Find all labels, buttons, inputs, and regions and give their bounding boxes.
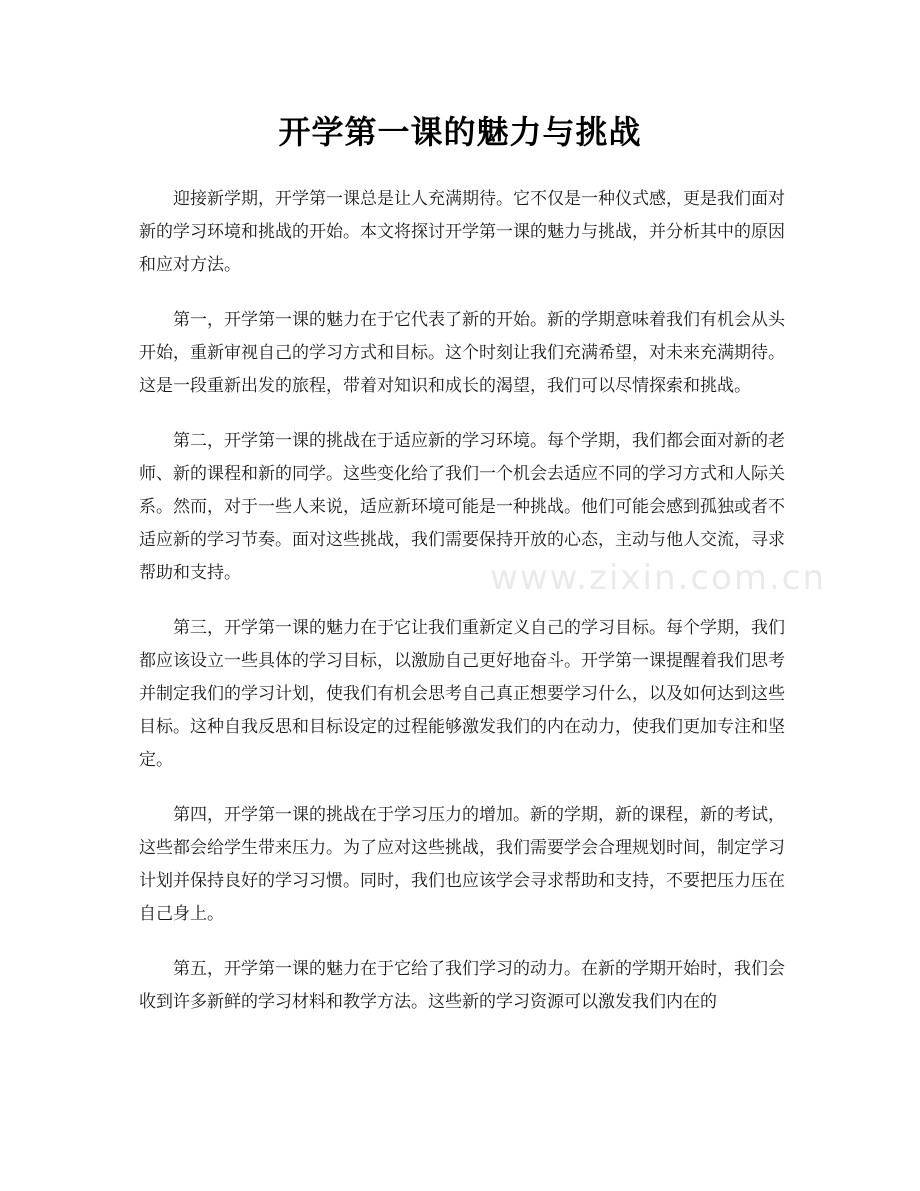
paragraph-second: 第二，开学第一课的挑战在于适应新的学习环境。每个学期，我们都会面对新的老师、新的课程和新的同学。这些变化给了我们一个机会去适应不同的学习方式和人际关系。然而，对于一些人来说，适应新环境可能是一种挑战。他们可能会感到孤独或者不适应新的学习节奏。面对这些挑战，我们需要保持开放的心态，主动与他人交流，寻求帮助和支持。: [139, 431, 785, 583]
paragraph-fifth: 第五，开学第一课的魅力在于它给了我们学习的动力。在新的学期开始时，我们会收到许多新鲜的学习材料和教学方法。这些新的学习资源可以激发我们内在的: [139, 959, 785, 1012]
watermark: www.zixin.com.cn: [490, 558, 826, 598]
paragraph-third: 第三，开学第一课的魅力在于它让我们重新定义自己的学习目标。每个学期，我们都应该设立一些具体的学习目标，以激励自己更好地奋斗。开学第一课提醒着我们思考并制定我们的学习计划，使我们有机会思考自己真正想要学习什么，以及如何达到这些目标。这种自我反思和目标设定的过程能够激发我们的内在动力，使我们更加专注和坚定。: [139, 618, 785, 770]
paragraph-first: 第一，开学第一课的魅力在于它代表了新的开始。新的学期意味着我们有机会从头开始，重新审视自己的学习方式和目标。这个时刻让我们充满希望，对未来充满期待。这是一段重新出发的旅程，带着对知识和成长的渴望，我们可以尽情探索和挑战。: [139, 310, 785, 396]
document-title: 开学第一课的魅力与挑战: [278, 113, 642, 151]
document-body: [139, 183, 785, 1041]
paragraph-intro: 迎接新学期，开学第一课总是让人充满期待。它不仅是一种仪式感，更是我们面对新的学习环境和挑战的开始。本文将探讨开学第一课的魅力与挑战，并分析其中的原因和应对方法。: [139, 189, 785, 275]
paragraph-fourth: 第四，开学第一课的挑战在于学习压力的增加。新的学期，新的课程，新的考试，这些都会给学生带来压力。为了应对这些挑战，我们需要学会合理规划时间，制定学习计划并保持良好的学习习惯。同时，我们也应该学会寻求帮助和支持，不要把压力压在自己身上。: [139, 805, 785, 924]
